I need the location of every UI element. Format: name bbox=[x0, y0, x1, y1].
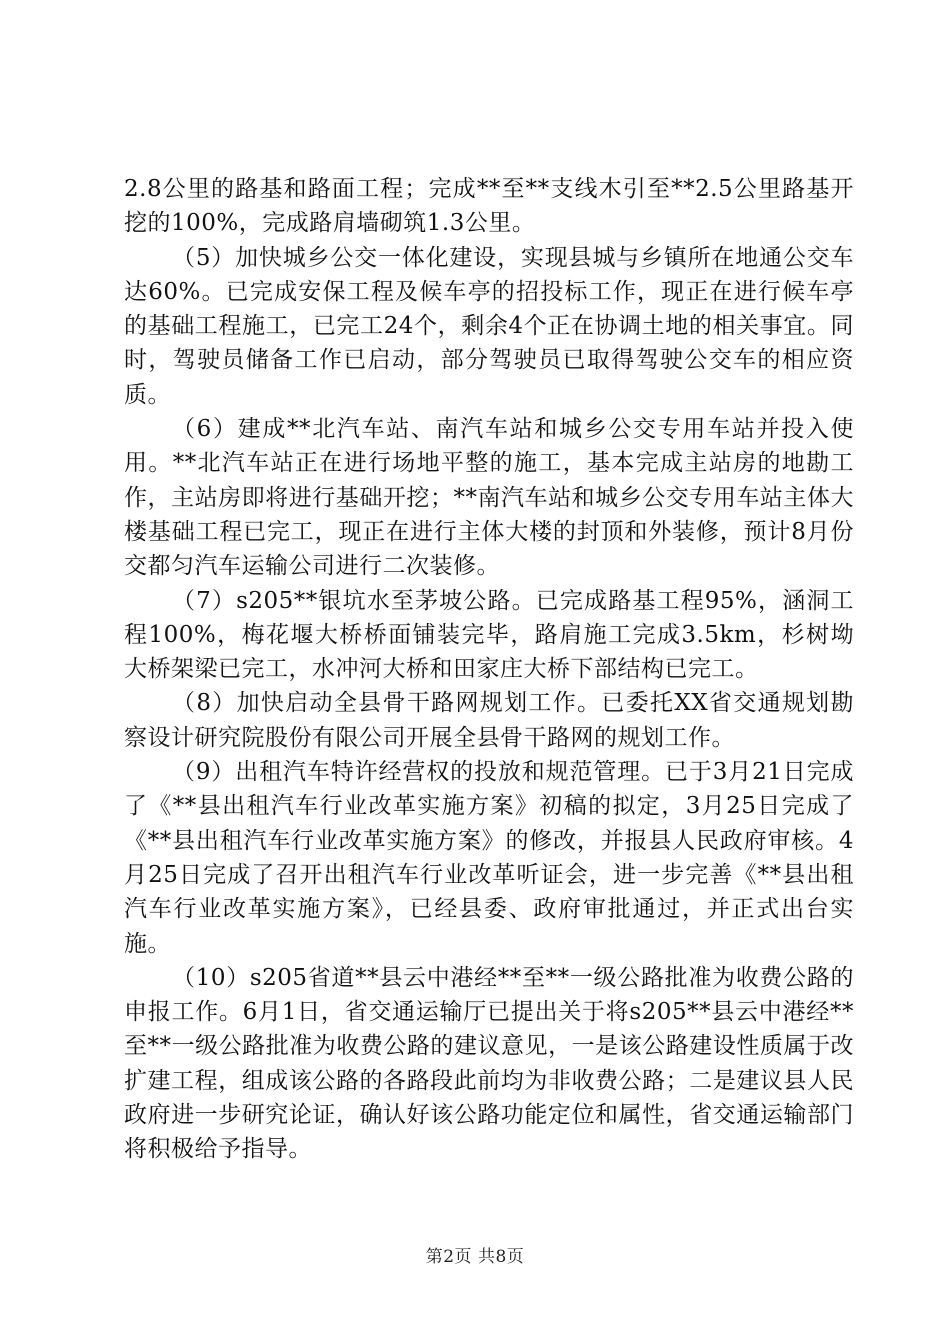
paragraph-item-9: （9）出租汽车特许经营权的投放和规范管理。已于3月21日完成了《**县出租汽车行业改革实施方案》初稿的拟定，3月25日完成了《**县出租汽车行业改革实施方案》的修改，并报县人民政府审核。4月25日完成了召开出租汽车行业改革听证会，进一步完善《**县出租汽车行业改革实施方案》，已经县委、政府审批通过，并正式出台实施。 bbox=[124, 759, 854, 957]
document-body bbox=[124, 172, 854, 1167]
page-number-footer: 第2页 共8页 bbox=[425, 1247, 525, 1267]
paragraph-item-8: （8）加快启动全县骨干路网规划工作。已委托XX省交通规划勘察设计研究院股份有限公司开展全县骨干路网的规划工作。 bbox=[124, 690, 854, 751]
paragraph-item-5: （5）加快城乡公交一体化建设，实现县城与乡镇所在地通公交车达60%。已完成安保工程及候车亭的招投标工作，现正在进行候车亭的基础工程施工，已完工24个，剩余4个正在协调土地的相关事宜。同时，驾驶员储备工作已启动，部分驾驶员已取得驾驶公交车的相应资质。 bbox=[124, 244, 854, 408]
paragraph-item-10: （10）s205省道**县云中港经**至**一级公路批准为收费公路的申报工作。6月1日，省交通运输厅已提出关于将s205**县云中港经**至**一级公路批准为收费公路的建议意见，一是该公路建设性质属于改扩建工程，组成该公路的各路段此前均为非收费公路；二是建议县人民政府进一步研究论证，确认好该公路功能定位和属性，省交通运输部门将积极给予指导。 bbox=[124, 964, 854, 1163]
paragraph-item-7: （7）s205**银坑水至茅坡公路。已完成路基工程95%，涵洞工程100%，梅花堰大桥桥面铺装完毕，路肩施工完成3.5km，杉树坳大桥架梁已完工，水冲河大桥和田家庄大桥下部结构已完工。 bbox=[124, 587, 854, 683]
paragraph-item-6: （6）建成**北汽车站、南汽车站和城乡公交专用车站并投入使用。**北汽车站正在进行场地平整的施工，基本完成主站房的地勘工作，主站房即将进行基础开挖；**南汽车站和城乡公交专用车站主体大楼基础工程已完工，现正在进行主体大楼的封顶和外装修，预计8月份交都匀汽车运输公司进行二次装修。 bbox=[124, 416, 854, 580]
paragraph-continuation: 2.8公里的路基和路面工程；完成**至**支线木引至**2.5公里路基开挖的100%，完成路肩墙砌筑1.3公里。 bbox=[124, 176, 854, 237]
